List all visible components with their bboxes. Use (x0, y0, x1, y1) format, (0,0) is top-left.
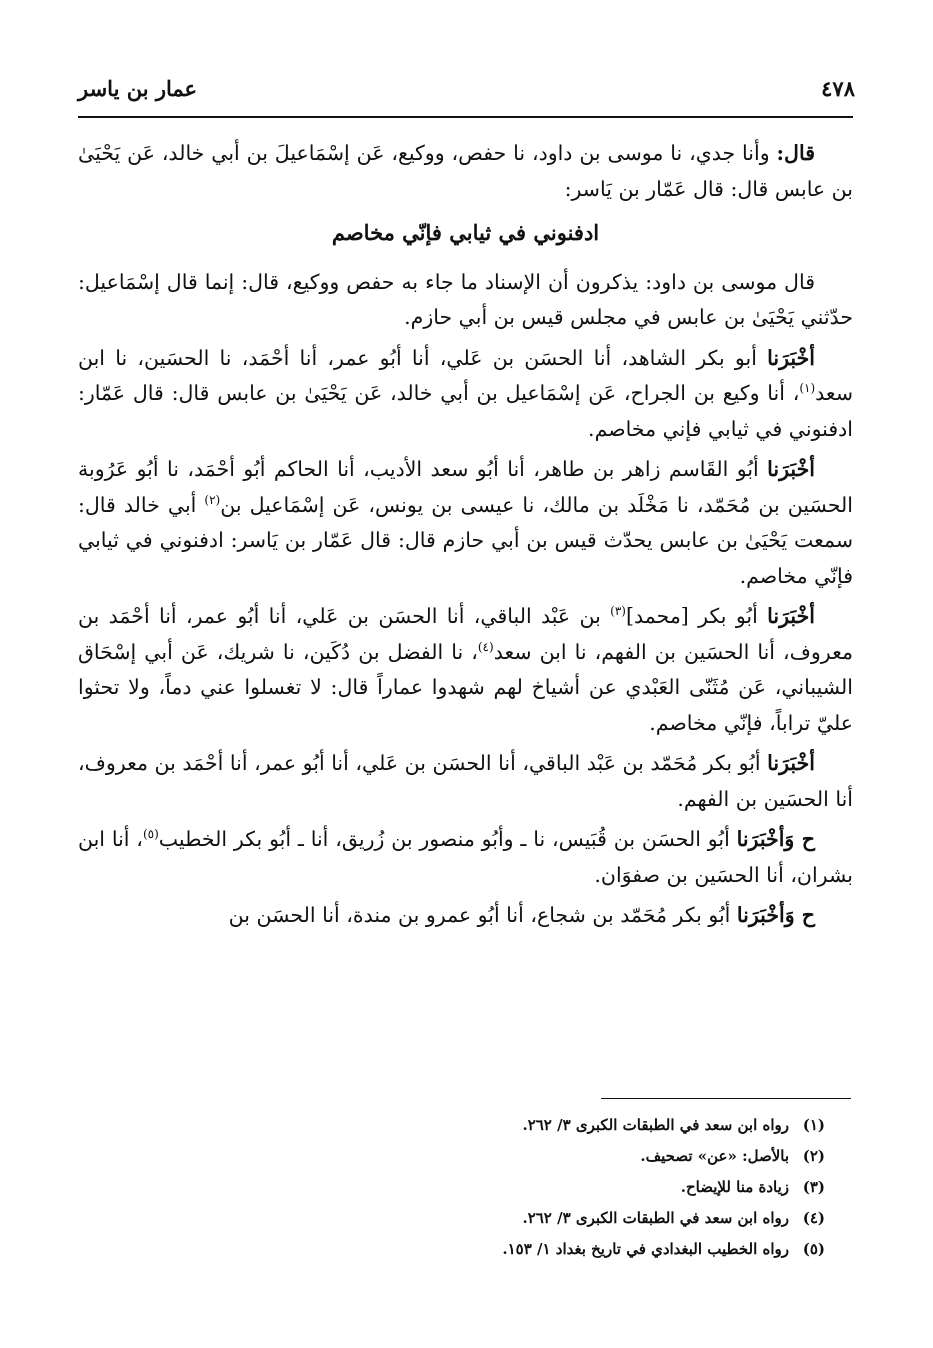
paragraph (78, 136, 853, 207)
paragraph-lead: قال: (776, 141, 815, 165)
footnote-item (80, 1234, 825, 1265)
paragraph-lead: ح وَأخْبَرَنا (736, 827, 815, 851)
paragraph-text: ، نا الفضل بن دُكَين، نا شريك، عَن أبي إسْحَاق الشيباني، عَن مُثَنّى العَبْدي عن أشياخ لهم شهدوا عماراً قال: لا تغسلوا عني دماً، ولا تحثوا عليّ تراباً، فإنّي مخاصم. (78, 639, 853, 735)
paragraph (78, 341, 853, 448)
paragraph-lead: ح وَأخْبَرَنا (736, 903, 815, 927)
paragraph-text: قال موسى بن داود: يذكرون أن الإسناد ما جاء به حفص ووكيع، قال: إنما قال إسْمَاعيل: حدّثني يَحْيَىٰ بن عابس في مجلس قيس بن أبي حازم. (78, 269, 853, 329)
footnote-item (80, 1172, 825, 1203)
footnote-text: زيادة منا للإيضاح. (680, 1178, 789, 1196)
paragraph (78, 898, 853, 934)
paragraph-text: أبُو الحسَن بن قُبَيس، نا ـ وأبُو منصور بن زُريق، أنا ـ أبُو بكر الخطيب (158, 827, 737, 851)
footnote-number: (٢) (802, 1147, 825, 1165)
paragraph (78, 746, 853, 817)
paragraph-text: أبو بكر الشاهد، أنا الحسَن بن عَلي، أنا أبُو عمر، أنا أحْمَد، نا الحسَين، نا ابن سعد (78, 345, 853, 405)
footnote-item (80, 1203, 825, 1234)
paragraph-text: أبُو بكر مُحَمّد بن شجاع، أنا أبُو عمرو بن مندة، أنا الحسَن بن (228, 903, 737, 927)
footnote-ref[interactable]: (٢) (204, 492, 221, 507)
paragraph-lead: أخْبَرَنا (767, 345, 815, 370)
footnote-number: (١) (802, 1116, 825, 1134)
paragraph-text: ، أنا وكيع بن الجراح، عَن إسْمَاعيل بن أبي خالد، عَن يَحْيَىٰ بن عابس قال: قال عَمّار: ادفنوني في ثيابي فإني مخاصم. (78, 381, 853, 441)
paragraph (78, 452, 853, 594)
footnote-item (80, 1141, 825, 1172)
header-rule (78, 116, 853, 118)
footnote-text: بالأصل: «عن» تصحيف. (640, 1147, 789, 1165)
footnote-number: (٣) (802, 1178, 825, 1196)
paragraph-text: وأنا جدي، نا موسى بن داود، نا حفص، ووكيع، عَن إسْمَاعيلَ بن أبي خالد، عَن يَحْيَىٰ بن عابس قال: قال عَمّار بن يَاسر: (78, 141, 853, 201)
paragraph (78, 599, 853, 741)
footnote-text: رواه ابن سعد في الطبقات الكبرى ٣/ ٢٦٢. (522, 1209, 789, 1227)
paragraph-text: أبي خالد قال: سمعت يَحْيَىٰ بن عابس يحدّث قيس بن أبي حازم قال: قال عَمّار بن يَاسر: ادفنوني في ثيابي فإنّي مخاصم. (78, 492, 853, 588)
paragraph-text: أبُو بكر [محمد] (625, 604, 768, 628)
verse-line: ادفنوني في ثيابي فإنّي مخاصم (331, 220, 600, 245)
footnote-ref[interactable]: (٥) (142, 827, 159, 842)
paragraph (78, 265, 853, 336)
footnote-rule (601, 1098, 851, 1099)
main-text (78, 136, 853, 939)
running-title: عمار بن ياسر (78, 75, 198, 101)
paragraph-lead: أخْبَرَنا (767, 751, 815, 775)
paragraph-lead: أخْبَرَنا (767, 604, 815, 628)
footnote-ref[interactable]: (١) (799, 381, 816, 396)
footnote-item (80, 1110, 825, 1141)
footnote-ref[interactable]: (٣) (610, 604, 626, 619)
page-header (78, 68, 855, 108)
paragraph-text: بن عَبْد الباقي، أنا الحسَن بن عَلي، أنا أبُو عمر، أنا أحْمَد بن معروف، أنا الحسَين بن الفهم، نا ابن سعد (78, 604, 853, 664)
paragraph-text: ، أنا ابن بشران، أنا الحسَين بن صفوَان. (78, 827, 853, 887)
paragraph-text: أبُو بكر مُحَمّد بن عَبْد الباقي، أنا الحسَن بن عَلي، أنا أبُو عمر، أنا أحْمَد بن معروف، أنا الحسَين بن الفهم. (78, 751, 853, 811)
paragraph (78, 822, 853, 893)
footnote-number: (٤) (802, 1209, 825, 1227)
footnote-text: رواه ابن سعد في الطبقات الكبرى ٣/ ٢٦٢. (522, 1116, 789, 1134)
footnotes (80, 1110, 825, 1265)
paragraph-text: أبُو القَاسم زاهر بن طاهر، أنا أبُو سعد الأديب، أنا الحاكم أبُو أحْمَد، نا أبُو عَرُوبة الحسَين بن مُحَمّد، نا مَخْلَد بن مالك، نا عيسى بن يونس، عَن إسْمَاعيل بن (78, 457, 854, 517)
footnote-ref[interactable]: (٤) (477, 639, 494, 654)
footnote-text: رواه الخطيب البغدادي في تاريخ بغداد ١/ ١٥٣. (502, 1240, 789, 1258)
footnote-number: (٥) (802, 1240, 825, 1258)
paragraph-lead: أخْبَرَنا (767, 457, 815, 481)
page-number: ٤٧٨ (821, 75, 855, 101)
